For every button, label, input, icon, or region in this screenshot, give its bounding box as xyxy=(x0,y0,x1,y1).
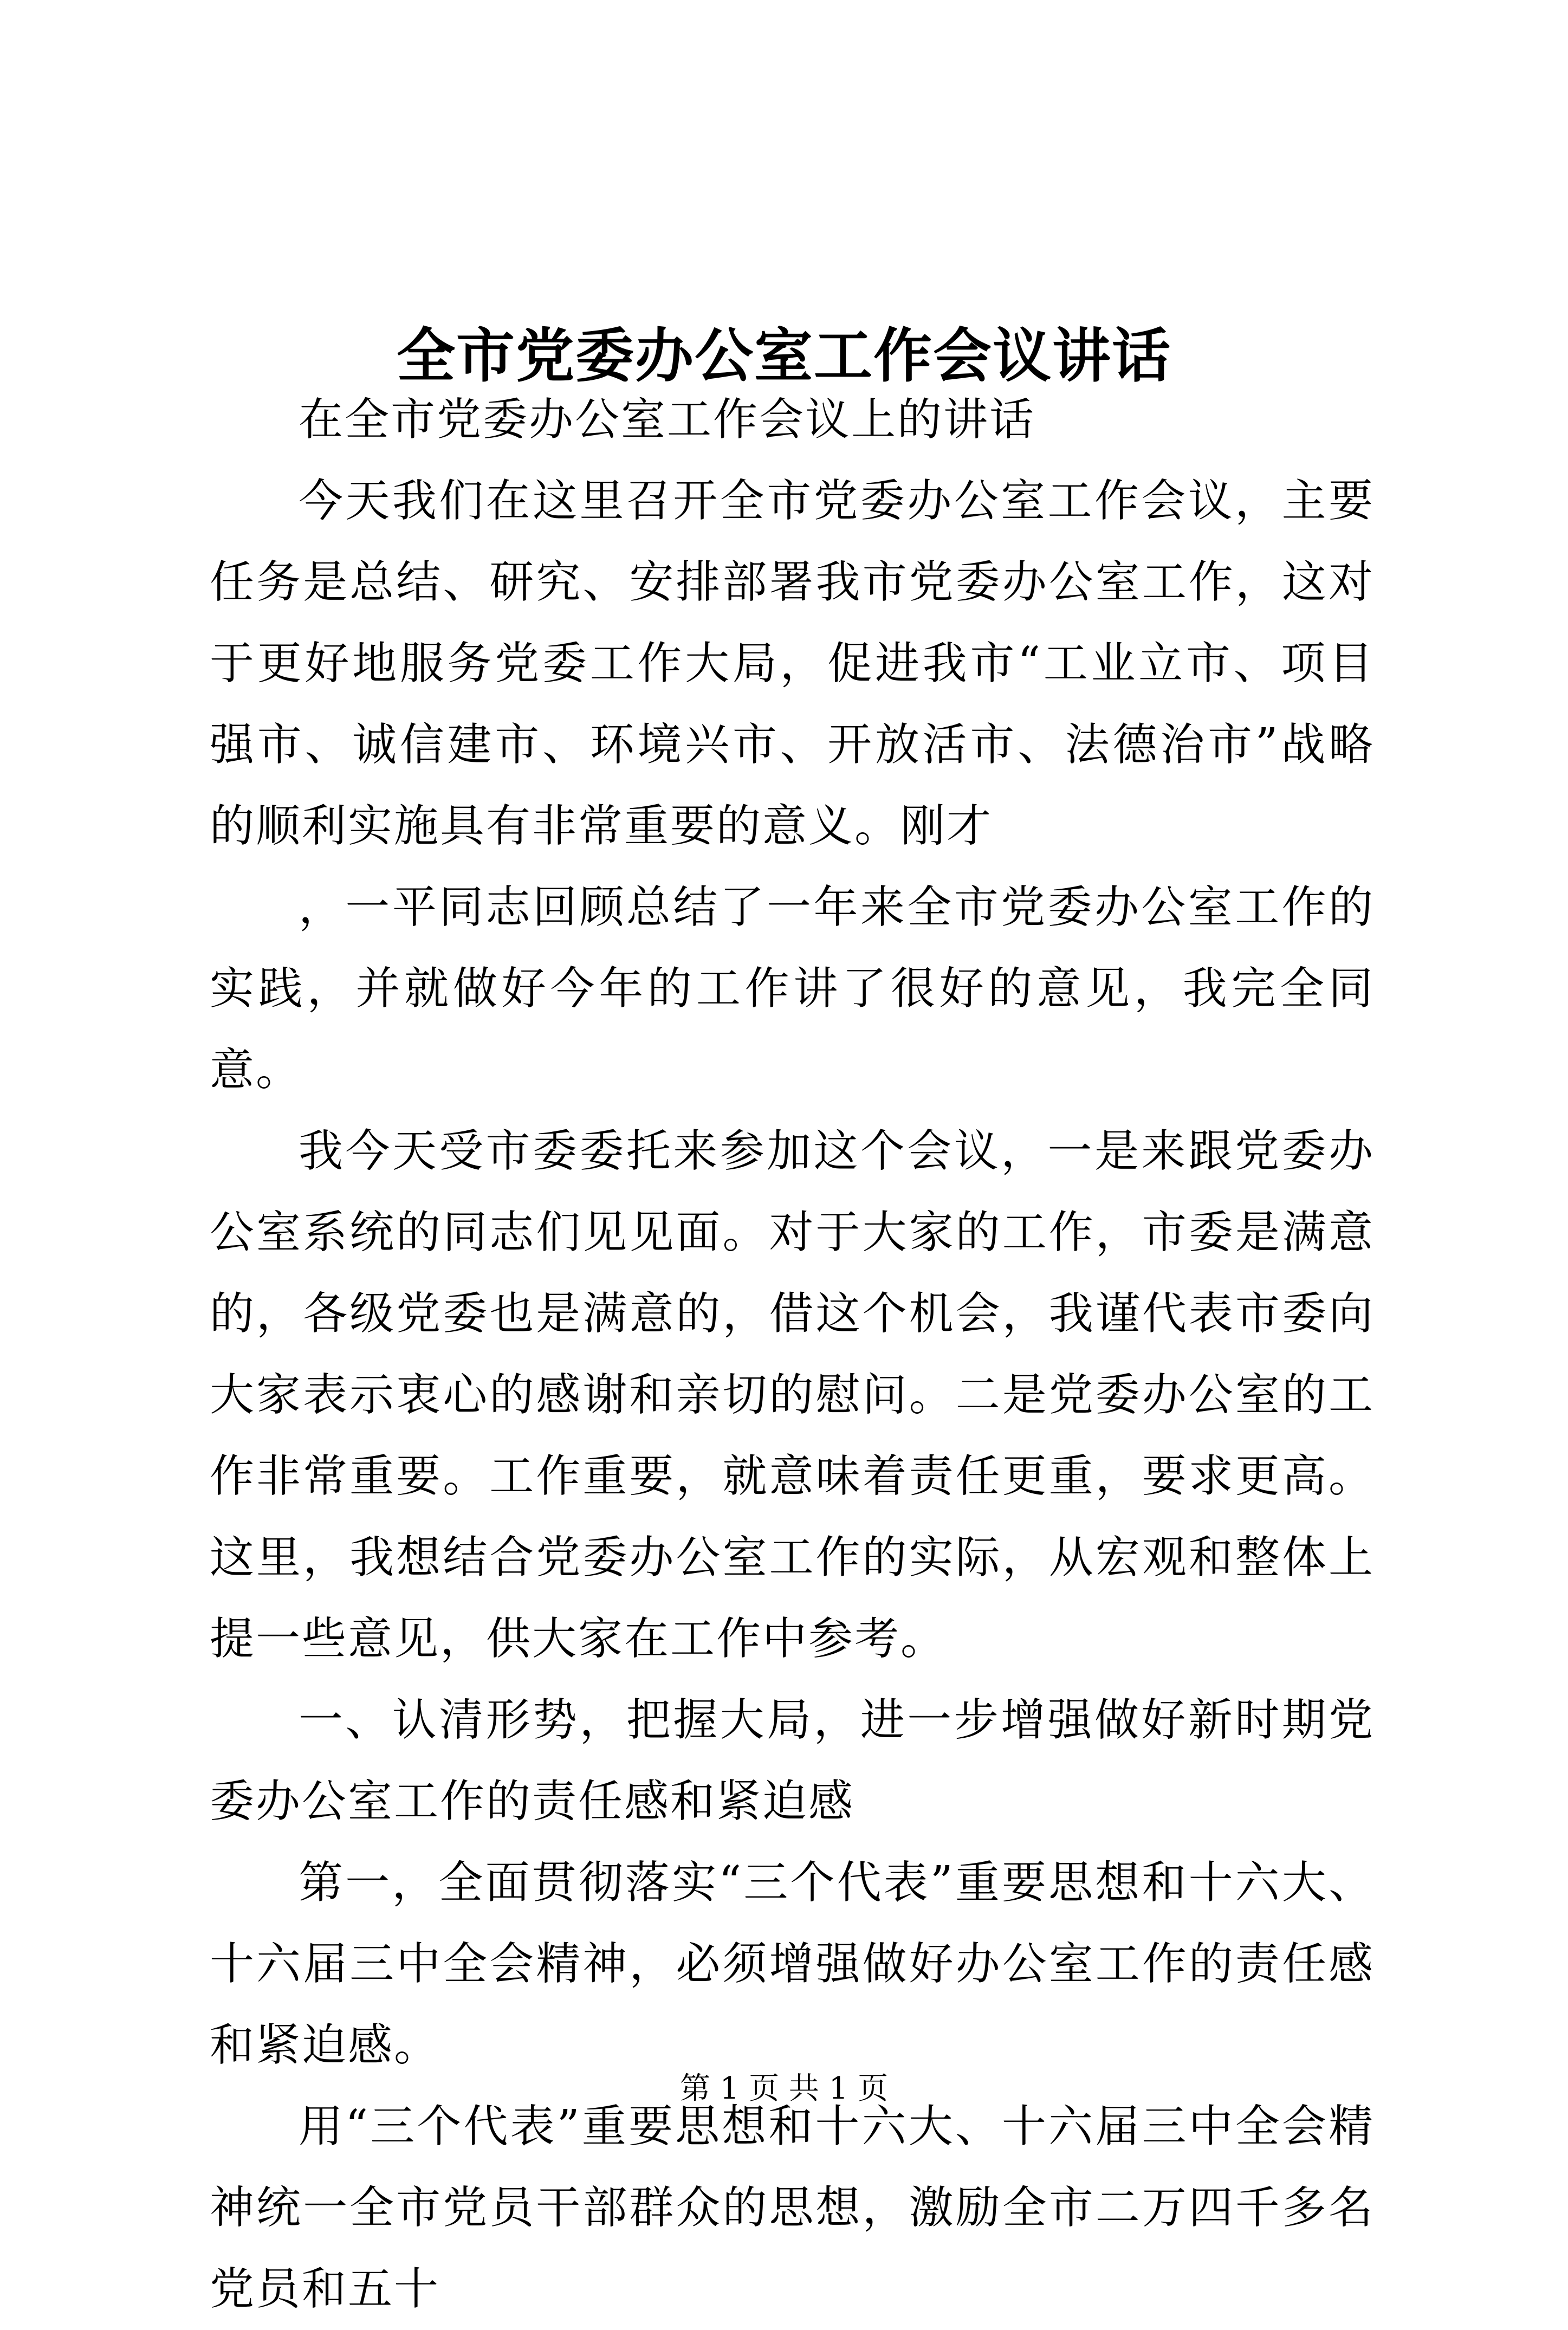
paragraph: 第一，全面贯彻落实“三个代表”重要思想和十六大、十六届三中全会精神，必须增强做好办公室工作的责任感和紧迫感。 xyxy=(210,1857,1375,2071)
paragraph: 今天我们在这里召开全市党委办公室工作会议，主要任务是总结、研究、安排部署我市党委办公室工作，这对于更好地服务党委工作大局，促进我市“工业立市、项目强市、诚信建市、环境兴市、开放活市、法德治市”战略的顺利实施具有非常重要的意义。刚才 xyxy=(210,475,1375,852)
paragraph-subtitle: 在全市党委办公室工作会议上的讲话 xyxy=(299,394,1036,445)
document-body xyxy=(210,379,1375,2330)
paragraph: 我今天受市委委托来参加这个会议，一是来跟党委办公室系统的同志们见见面。对于大家的工作，市委是满意的，各级党委也是满意的，借这个机会，我谨代表市委向大家表示衷心的感谢和亲切的慰问。二是党委办公室的工作非常重要。工作重要，就意味着责任更重，要求更高。这里，我想结合党委办公室工作的实际，从宏观和整体上提一些意见，供大家在工作中参考。 xyxy=(210,1125,1375,1665)
section-heading: 一、认清形势，把握大局，进一步增强做好新时期党委办公室工作的责任感和紧迫感 xyxy=(210,1694,1375,1827)
page-footer: 第 1 页 共 1 页 xyxy=(679,2071,889,2106)
document-title: 全市党委办公室工作会议讲话 xyxy=(396,322,1171,391)
paragraph: 用“三个代表”重要思想和十六大、十六届三中全会精神统一全市党员干部群众的思想，激励全市二万四千多名党员和五十 xyxy=(210,2101,1375,2315)
paragraph: ，一平同志回顾总结了一年来全市党委办公室工作的实践，并就做好今年的工作讲了很好的意见，我完全同意。 xyxy=(210,882,1375,1096)
